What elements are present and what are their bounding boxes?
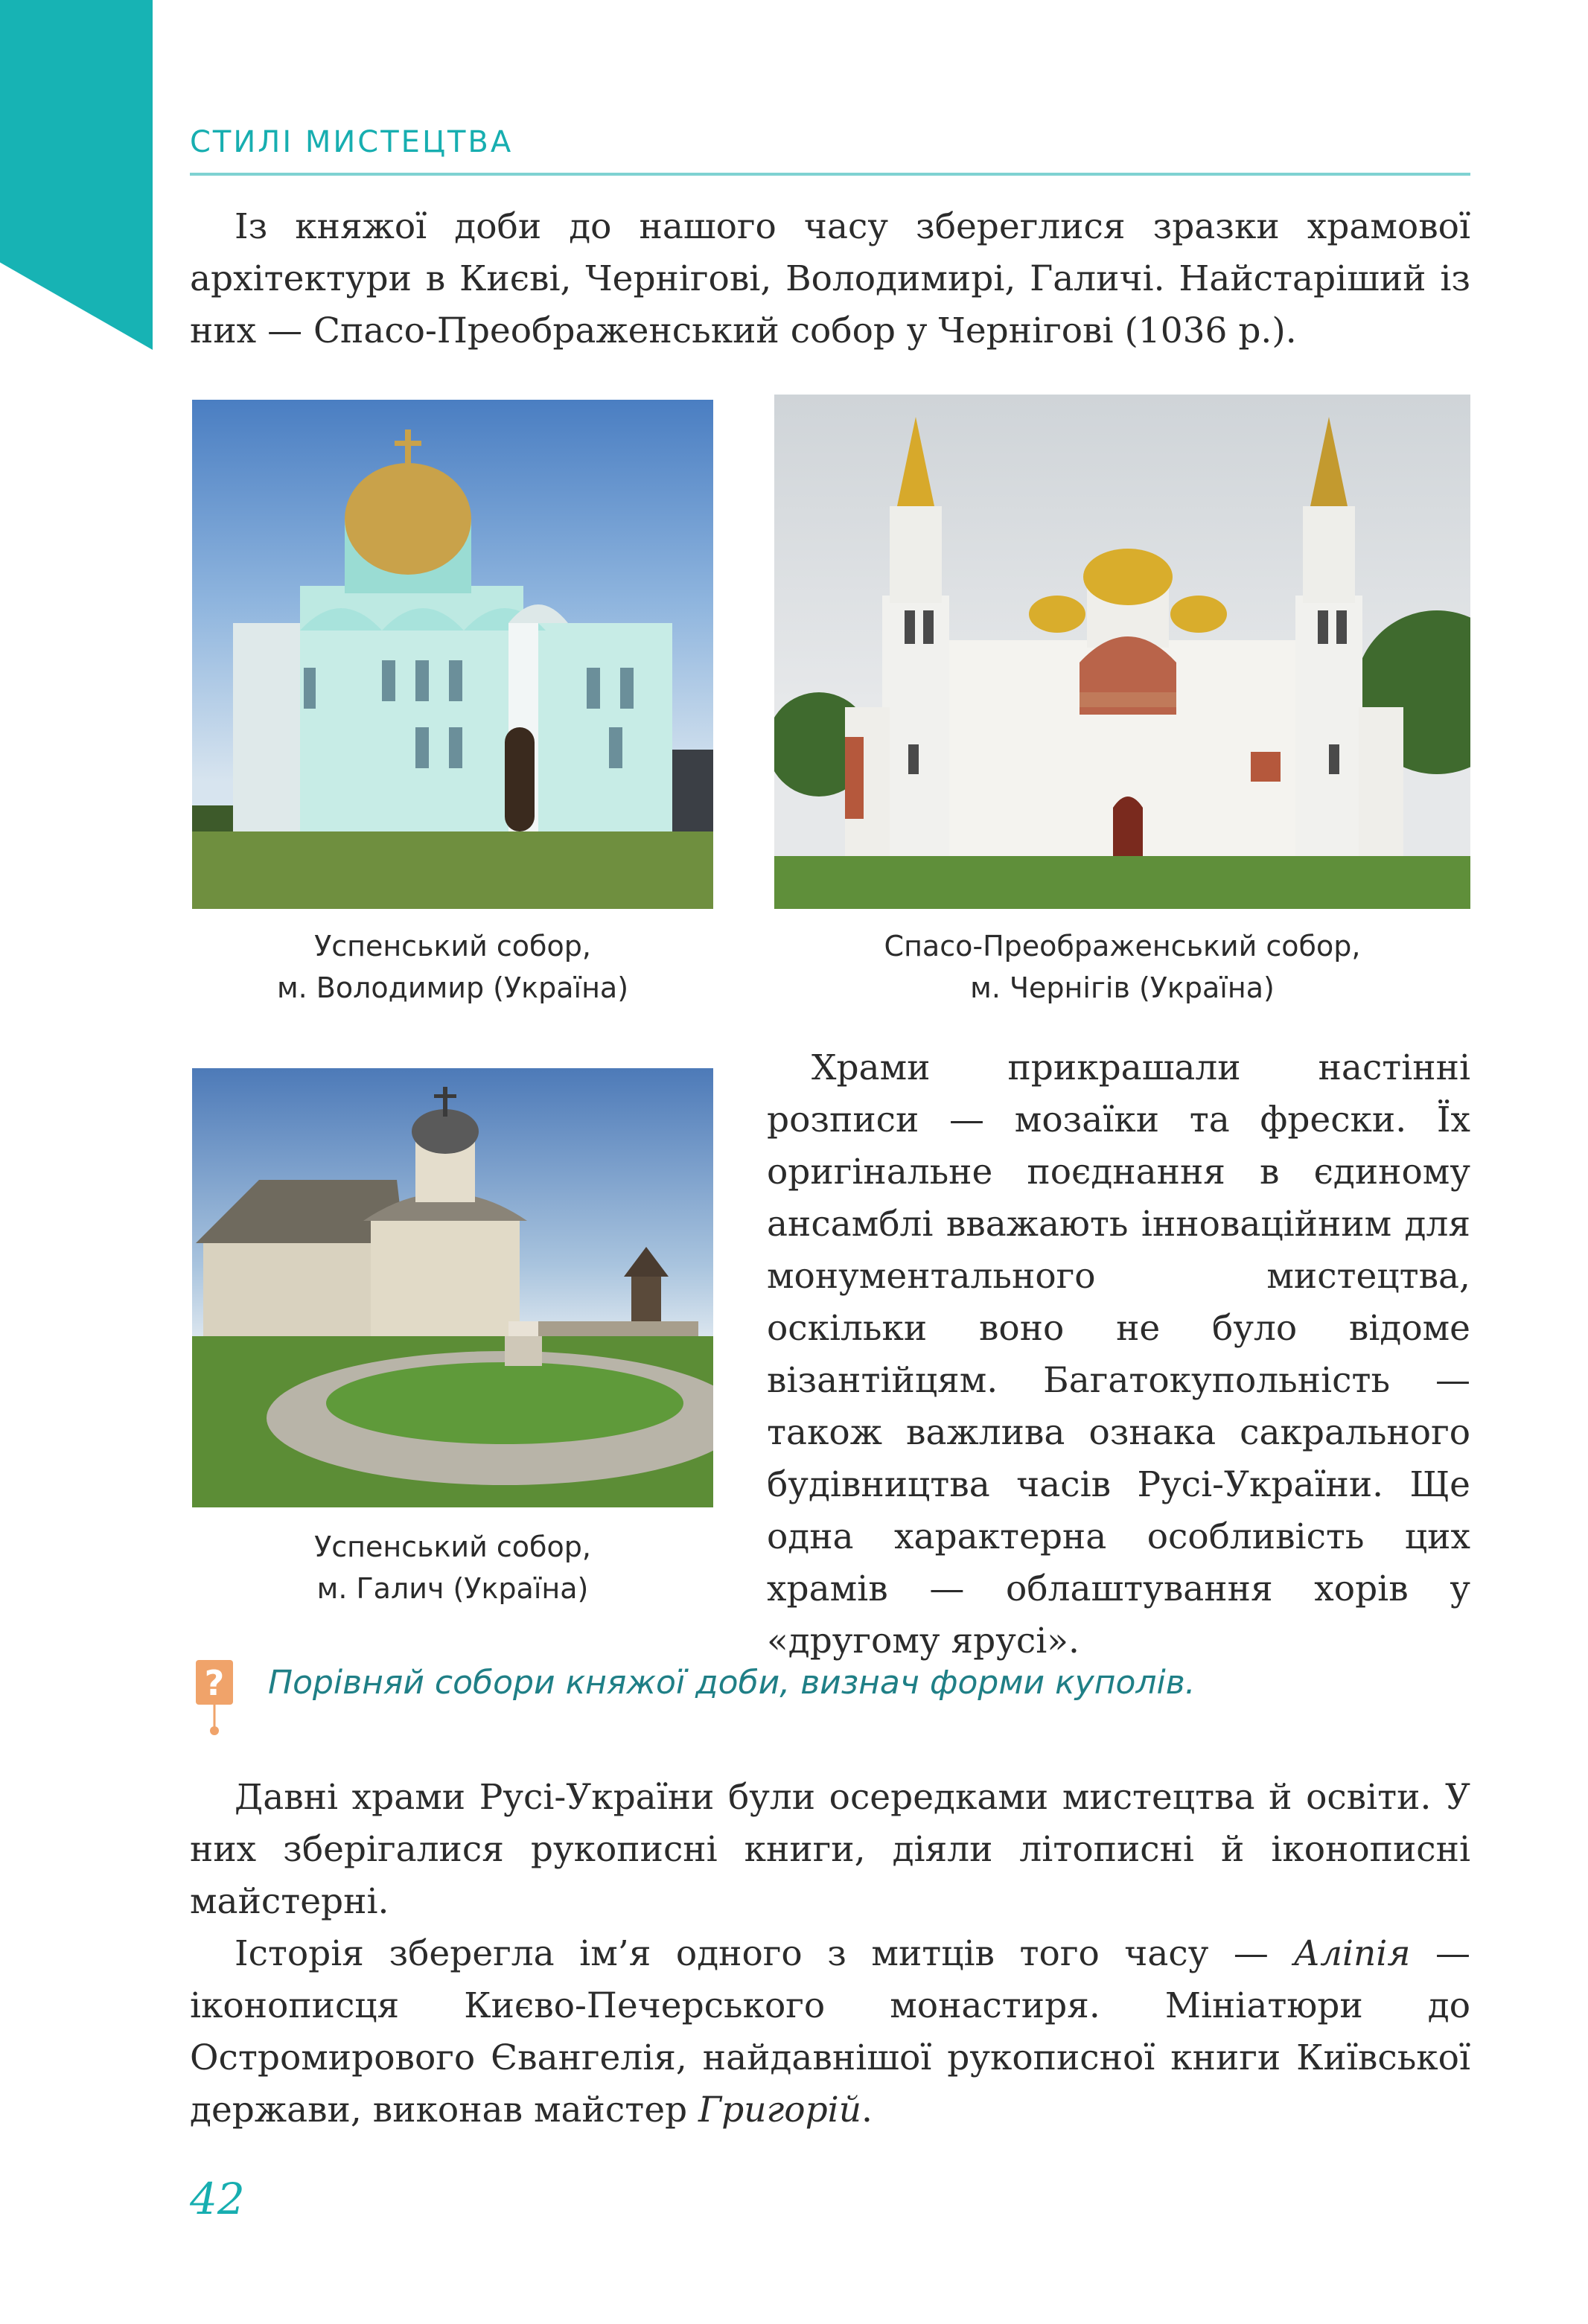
- question-prompt: Порівняй собори княжої доби, визнач форми куполів.: [268, 1664, 1196, 1702]
- title-divider: [190, 173, 1470, 176]
- corner-accent-tab: [0, 0, 153, 350]
- section-title: СТИЛІ МИСТЕЦТВА: [190, 125, 514, 159]
- halych-cathedral-illustration: [192, 1068, 713, 1507]
- caption-line: Спасо-Преображенський собор,: [884, 930, 1361, 963]
- chernihiv-cathedral-illustration: [774, 395, 1470, 909]
- caption-line: м. Чернігів (Україна): [970, 971, 1275, 1004]
- centers-text: Давні храми Русі-України були осередками мистецтва й освіти. У них зберігалися рукописні книги, діяли літописні й іконописні майстерні.: [190, 1777, 1470, 1922]
- intro-paragraph: [190, 201, 1470, 357]
- caption-line: м. Володимир (Україна): [276, 971, 629, 1004]
- photo-halych-cathedral: [192, 1068, 713, 1507]
- photo-volodymyr-cathedral: [192, 400, 713, 909]
- centers-paragraph: [190, 1772, 1470, 1928]
- question-icon: [192, 1656, 237, 1738]
- caption-halych: [192, 1526, 713, 1609]
- caption-volodymyr: [192, 925, 713, 1009]
- murals-paragraph: [767, 1042, 1470, 1667]
- svg-text:?: ?: [204, 1663, 225, 1703]
- history-text-mid: — іконописця Києво-Печерського монастиря. Мініатюри до Остромирового Євангелія, найдавнішої рукописної книги Київської держави, виконав майстер: [190, 1933, 1470, 2130]
- volodymyr-cathedral-illustration: [192, 400, 713, 909]
- caption-line: Успенський собор,: [314, 1530, 591, 1563]
- history-text-end: .: [861, 2090, 873, 2130]
- intro-text: Із княжої доби до нашого часу збереглися зразки храмової архітектури в Києві, Чернігові, Володимирі, Галичі. Найстаріший із них — Спасо-Преображенський собор у Чернігові (1036 р.).: [190, 206, 1470, 351]
- caption-line: м. Галич (Україна): [316, 1572, 589, 1605]
- name-hryhoriy: Григорій: [698, 2090, 861, 2130]
- caption-chernihiv: [774, 925, 1470, 1009]
- photo-chernihiv-cathedral: [774, 395, 1470, 909]
- page-number: 42: [190, 2174, 245, 2224]
- name-alipiy: Аліпія: [1293, 1933, 1411, 1974]
- caption-line: Успенський собор,: [314, 930, 591, 963]
- history-text-lead: Історія зберегла ім’я одного з митців того часу —: [235, 1933, 1294, 1974]
- history-paragraph: [190, 1928, 1470, 2136]
- murals-text: Храми прикрашали настінні розписи — мозаїки та фрески. Їх оригінальне поєднання в єдиному ансамблі вважають інноваційним для монументального мистецтва, оскільки воно не було відоме візантійцям. Багатокупольність — також важлива ознака сакрального будівництва часів Русі-України. Ще одна характерна особливість цих храмів — облаштування хорів у «другому ярусі».: [767, 1047, 1470, 1661]
